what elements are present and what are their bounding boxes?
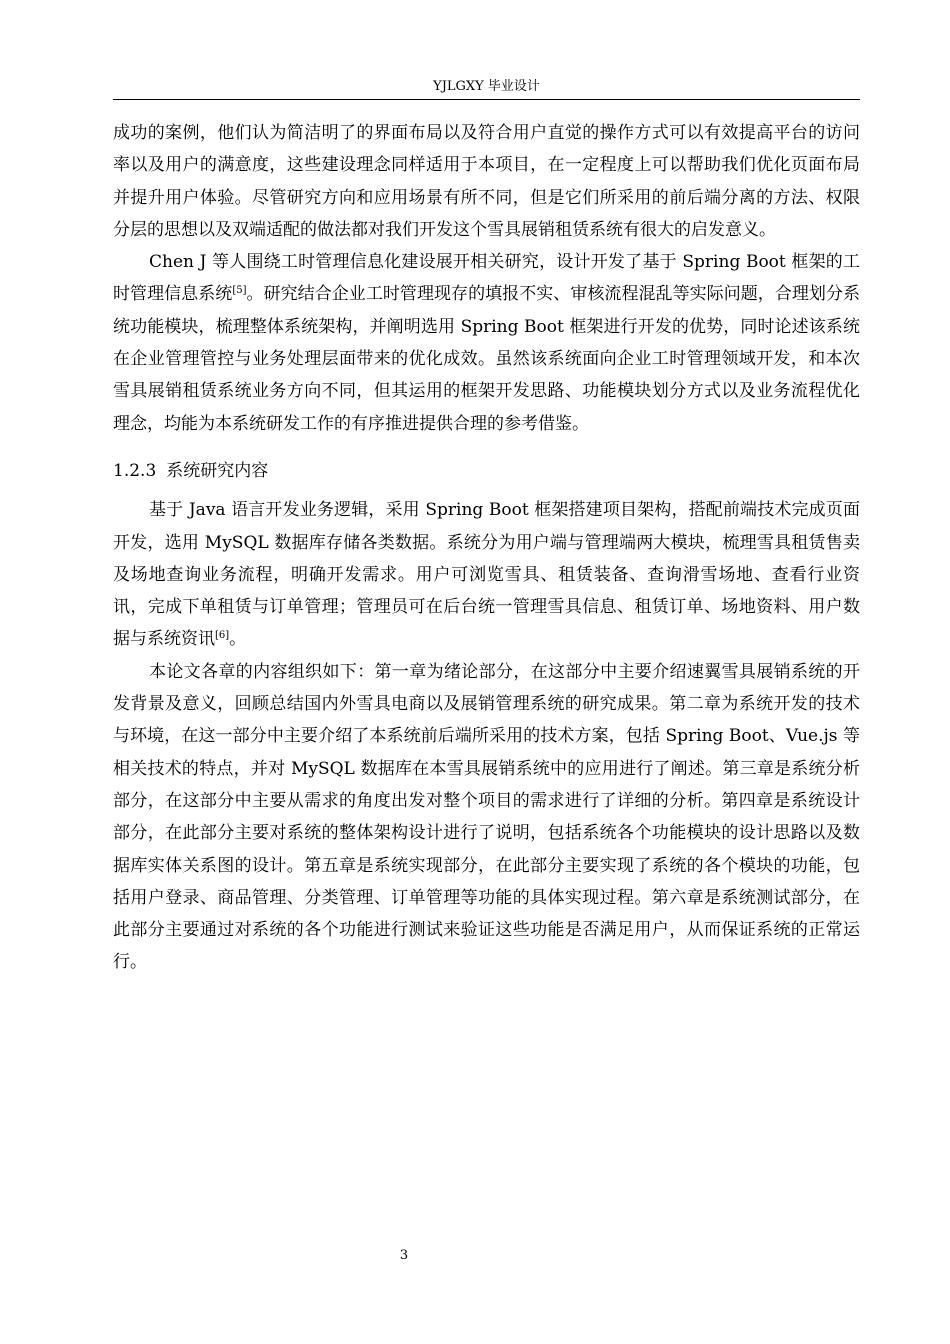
- paragraph-text: Chen J 等人围绕工时管理信息化建设展开相关研究，设计开发了基于 Spring Boot 框架的工时管理信息系统: [113, 252, 860, 305]
- paragraph-chen-j-study: [113, 246, 860, 440]
- paragraph-text: 基于 Java 语言开发业务逻辑，采用 Spring Boot 框架搭建项目架构，搭配前端技术完成页面开发，选用 MySQL 数据库存储各类数据。系统分为用户端与管理端两大模块，梳理雪具租赁售卖及场地查询业务流程，明确开发需求。用户可浏览雪具、租赁装备、查询滑雪场地、查看行业资讯，完成下单租赁与订单管理；管理员可在后台统一管理雪具信息、租赁订单、场地资料、用户数据与系统资讯: [113, 500, 860, 650]
- page-header: YJLGXY 毕业设计: [433, 79, 540, 94]
- page-number: 3: [399, 1248, 409, 1263]
- paragraph-continuation: 成功的案例，他们认为简洁明了的界面布局以及符合用户直觉的操作方式可以有效提高平台的访问率以及用户的满意度，这些建设理念同样适用于本项目，在一定程度上可以帮助我们优化页面布局并提升用户体验。尽管研究方向和应用场景有所不同，但是它们所采用的前后端分离的方法、权限分层的思想以及双端适配的做法都对我们开发这个雪具展销租赁系统有很大的启发意义。: [113, 123, 860, 240]
- paragraph-text: 。: [229, 629, 247, 650]
- citation-5: [5]: [232, 285, 247, 297]
- citation-6: [6]: [215, 630, 230, 642]
- section-number: 1.2.3: [113, 460, 157, 481]
- section-title: 系统研究内容: [166, 460, 269, 481]
- header-rule: [113, 99, 860, 100]
- paragraph-chapter-organization: 本论文各章的内容组织如下：第一章为绪论部分，在这部分中主要介绍速翼雪具展销系统的开发背景及意义，回顾总结国内外雪具电商以及展销管理系统的研究成果。第二章为系统开发的技术与环境，在这一部分中主要介绍了本系统前后端所采用的技术方案，包括 Spring Boot、Vue.js 等相关技术的特点，并对 MySQL 数据库在本雪具展销系统中的应用进行了阐述。第三章是系统分析部分，在这部分中主要从需求的角度出发对整个项目的需求进行了详细的分析。第四章是系统设计部分，在此部分主要对系统的整体架构设计进行了说明，包括系统各个功能模块的设计思路以及数据库实体关系图的设计。第五章是系统实现部分，在此部分主要实现了系统的各个模块的功能，包括用户登录、商品管理、分类管理、订单管理等功能的具体实现过程。第六章是系统测试部分，在此部分主要通过对系统的各个功能进行测试来验证这些功能是否满足用户，从而保证系统的正常运行。: [113, 661, 860, 973]
- section-heading: [113, 455, 860, 487]
- page-body: [113, 117, 860, 979]
- paragraph-text: 。研究结合企业工时管理现存的填报不实、审核流程混乱等实际问题，合理划分系统功能模块，梳理整体系统架构，并阐明选用 Spring Boot 框架进行开发的优势，同时论述该系统在企业管理管控与业务处理层面带来的优化成效。虽然该系统面向企业工时管理领域开发，和本次雪具展销租赁系统业务方向不同，但其运用的框架开发思路、功能模块划分方式以及业务流程优化理念，均能为本系统研发工作的有序推进提供合理的参考借鉴。: [113, 284, 861, 434]
- paragraph-research-content: [113, 494, 860, 655]
